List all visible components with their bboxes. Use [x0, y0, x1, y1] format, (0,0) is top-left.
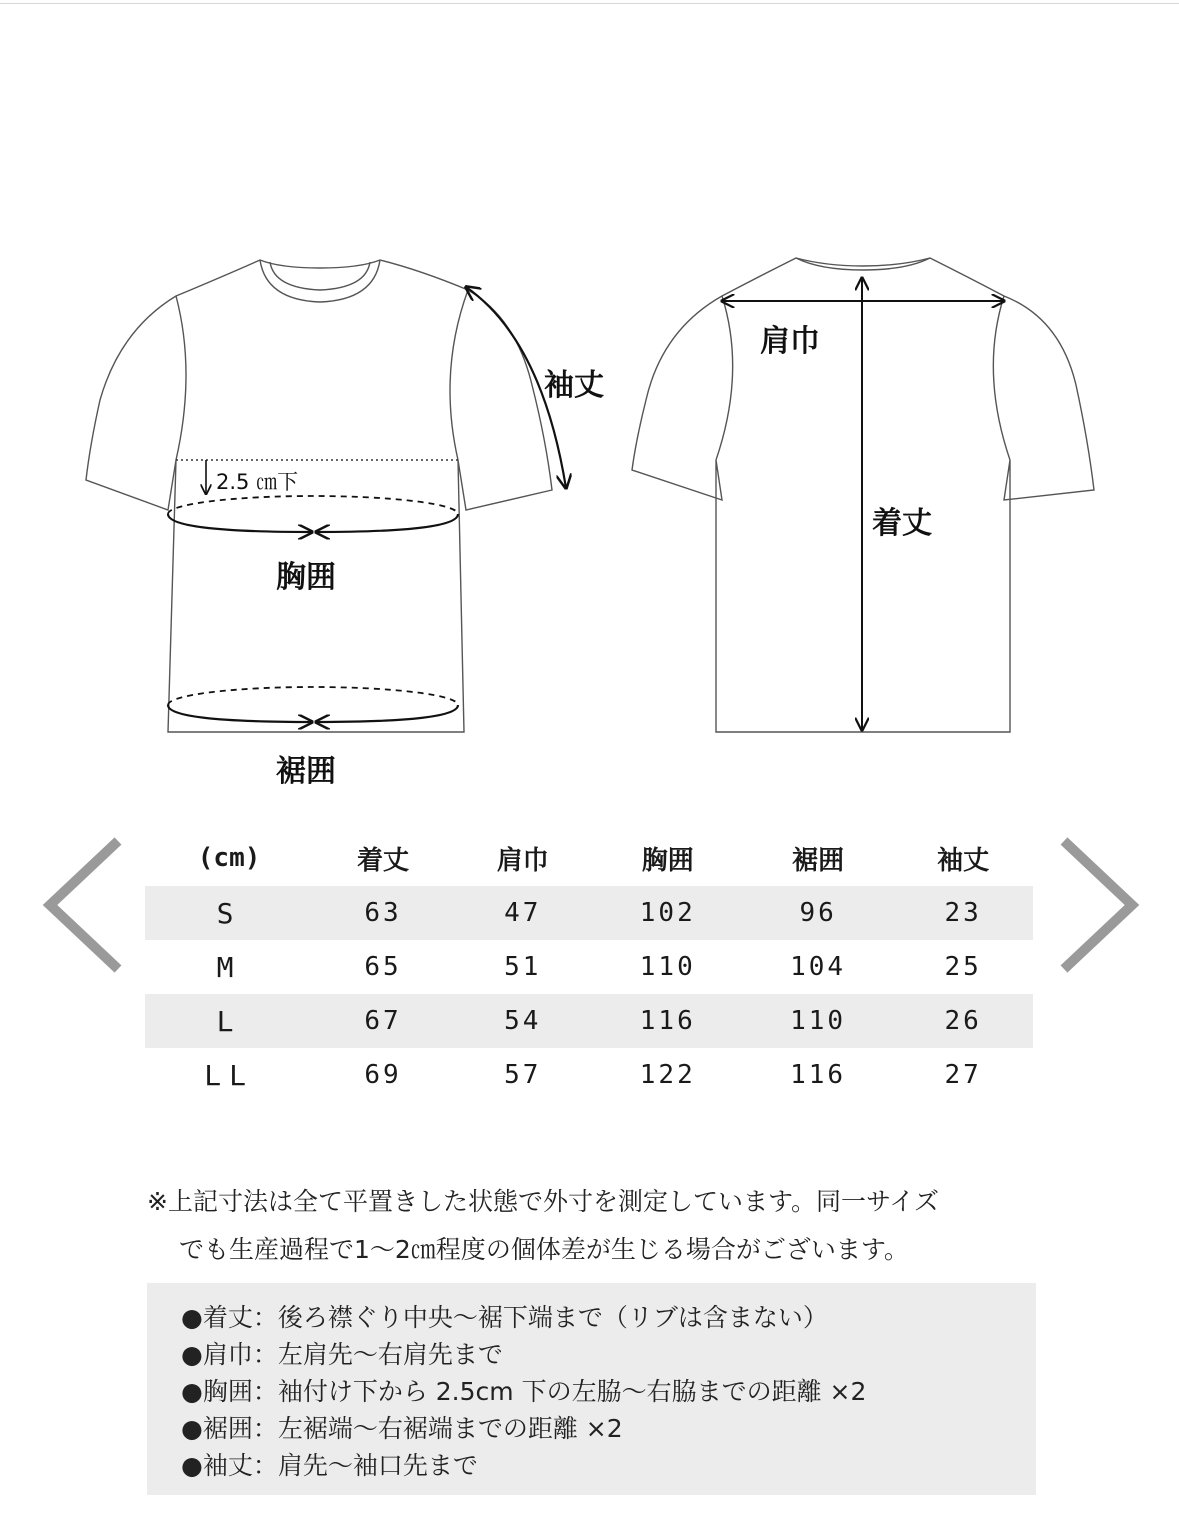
table-row — [145, 1048, 1033, 1102]
table-cell: 27 — [944, 1060, 982, 1090]
table-cell: 54 — [453, 994, 593, 1048]
offset-label: 2.5 ㎝下 — [216, 470, 299, 494]
chest-ellipse-back — [168, 496, 458, 514]
hem-ellipse-back — [168, 687, 458, 705]
chest-arrow-right — [316, 514, 458, 532]
table-cell-size: M — [216, 950, 242, 984]
table-cell: 116 — [790, 1060, 847, 1090]
hem-arrow-left — [168, 705, 312, 722]
table-cell: 26 — [893, 994, 1033, 1048]
chest-arrow-left — [168, 514, 312, 532]
table-cell: 104 — [790, 952, 847, 982]
chevron-left-icon — [40, 835, 130, 975]
definition-item: ●裾囲：左裾端〜右裾端までの距離 ×2 — [181, 1414, 623, 1443]
length-label: 着丈 — [872, 506, 932, 541]
table-header-row — [145, 830, 1033, 886]
table-header: 袖丈 — [937, 845, 990, 876]
table-header: 肩巾 — [496, 845, 549, 876]
table-cell: 63 — [313, 886, 453, 940]
table-cell: 23 — [893, 886, 1033, 940]
hem-label: 裾囲 — [276, 754, 336, 789]
table-cell: 110 — [743, 994, 893, 1048]
table-row — [145, 886, 1033, 940]
definition-item: ●袖丈：肩先〜袖口先まで — [181, 1451, 478, 1480]
prev-image-button[interactable] — [40, 835, 130, 975]
shoulder-label: 肩巾 — [760, 324, 820, 359]
table-cell: 69 — [364, 1060, 402, 1090]
table-header: 着丈 — [357, 845, 410, 876]
size-table — [145, 830, 1033, 1102]
table-cell-size: S — [145, 886, 313, 940]
definition-item: ●胸囲：袖付け下から 2.5cm 下の左脇〜右脇までの距離 ×2 — [181, 1377, 867, 1406]
table-cell: 25 — [944, 952, 982, 982]
definition-item: ●着丈：後ろ襟ぐり中央〜裾下端まで（リブは含まない） — [181, 1303, 828, 1332]
table-cell: 67 — [313, 994, 453, 1048]
table-cell: 110 — [639, 952, 696, 982]
hem-arrow-right — [316, 705, 458, 722]
table-cell: 96 — [743, 886, 893, 940]
chevron-right-icon — [1052, 835, 1142, 975]
chest-label: 胸囲 — [276, 560, 336, 595]
measurement-note — [147, 1178, 1047, 1274]
table-header-unit: (cm) — [197, 843, 261, 873]
table-header: 裾囲 — [792, 845, 845, 876]
table-header: 胸囲 — [641, 845, 694, 876]
table-cell: 65 — [364, 952, 402, 982]
table-row — [145, 940, 1033, 994]
measurement-definitions — [147, 1283, 1036, 1495]
table-cell: 57 — [504, 1060, 542, 1090]
note-line-2: でも生産過程で1〜2㎝程度の個体差が生じる場合がございます。 — [179, 1235, 909, 1264]
definition-item: ●肩巾：左肩先〜右肩先まで — [181, 1340, 503, 1369]
sleeve-label: 袖丈 — [544, 368, 604, 403]
table-cell: 102 — [593, 886, 743, 940]
note-line-1: ※上記寸法は全て平置きした状態で外寸を測定しています。同一サイズ — [147, 1187, 939, 1216]
table-row — [145, 994, 1033, 1048]
table-cell: 47 — [453, 886, 593, 940]
table-cell: 116 — [593, 994, 743, 1048]
table-cell: 122 — [639, 1060, 696, 1090]
table-cell-size: LL — [204, 1058, 254, 1092]
table-cell: 51 — [504, 952, 542, 982]
table-cell-size: L — [145, 994, 313, 1048]
next-image-button[interactable] — [1052, 835, 1142, 975]
